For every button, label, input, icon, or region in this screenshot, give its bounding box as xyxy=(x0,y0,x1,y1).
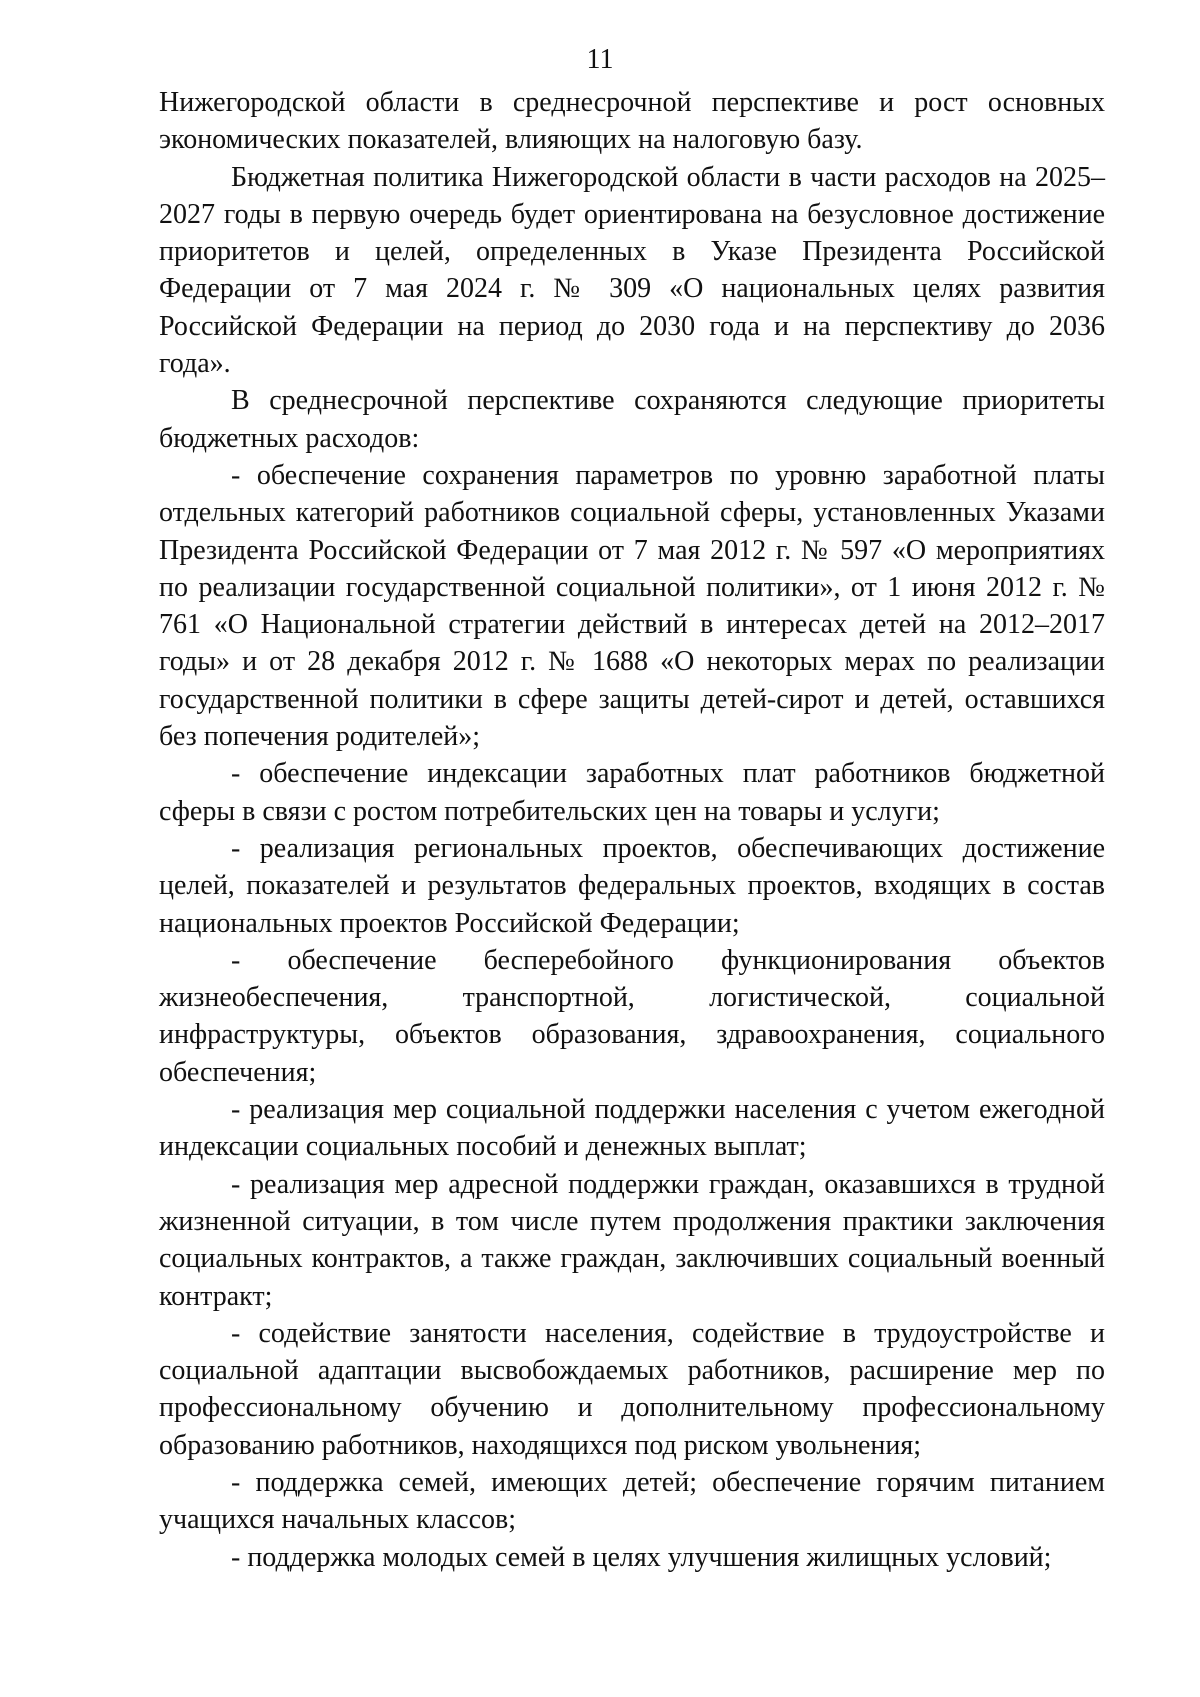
list-item: - обеспечение сохранения параметров по уровню заработной платы отдельных категорий работников социальной сферы, установленных Указами Президента Российской Федерации от 7 мая 2012 г. № 597 «О мероприятиях по реализации государственной социальной политики», от 1 июня 2012 г. № 761 «О Национальной стратегии действий в интересах детей на 2012–2017 годы» и от 28 декабря 2012 г. № 1688 «О некоторых мерах по реализации государственной политики в сфере защиты детей-сирот и детей, оставшихся без попечения родителей»; xyxy=(159,459,1105,753)
paragraph-priorities-intro: В среднесрочной перспективе сохраняются следующие приоритеты бюджетных расходов: xyxy=(159,385,1105,454)
list-item: - поддержка молодых семей в целях улучшения жилищных условий; xyxy=(231,1541,1052,1573)
list-item: - реализация мер адресной поддержки граждан, оказавшихся в трудной жизненной ситуации, в том числе путем продолжения практики заключения социальных контрактов, а также граждан, заключивших социальный военный контракт; xyxy=(159,1168,1105,1312)
page-number: 11 xyxy=(586,44,614,75)
list-item: - реализация мер социальной поддержки населения с учетом ежегодной индексации социальных пособий и денежных выплат; xyxy=(159,1094,1105,1163)
document-body xyxy=(159,84,1105,1576)
list-item: - содействие занятости населения, содействие в трудоустройстве и социальной адаптации высвобождаемых работников, расширение мер по профессиональному обучению и дополнительному профессиональному образованию работников, находящихся под риском увольнения; xyxy=(159,1317,1105,1461)
list-item: - реализация региональных проектов, обеспечивающих достижение целей, показателей и результатов федеральных проектов, входящих в состав национальных проектов Российской Федерации; xyxy=(159,832,1105,939)
list-item: - поддержка семей, имеющих детей; обеспечение горячим питанием учащихся начальных классов; xyxy=(159,1466,1105,1536)
paragraph-continuation: Нижегородской области в среднесрочной перспективе и рост основных экономических показателей, влияющих на налоговую базу. xyxy=(159,87,1105,156)
list-item: - обеспечение индексации заработных плат работников бюджетной сферы в связи с ростом потребительских цен на товары и услуги; xyxy=(159,758,1105,827)
list-item: - обеспечение бесперебойного функционирования объектов жизнеобеспечения, транспортной, логистической, социальной инфраструктуры, объектов образования, здравоохранения, социального обеспечения; xyxy=(159,944,1105,1088)
paragraph-budget-policy: Бюджетная политика Нижегородской области в части расходов на 2025–2027 годы в первую очередь будет ориентирована на безусловное достижение приоритетов и целей, определенных в Указе Президента Российской Федерации от 7 мая 2024 г. № 309 «О национальных целях развития Российской Федерации на период до 2030 года и на перспективу до 2036 года». xyxy=(159,161,1105,380)
